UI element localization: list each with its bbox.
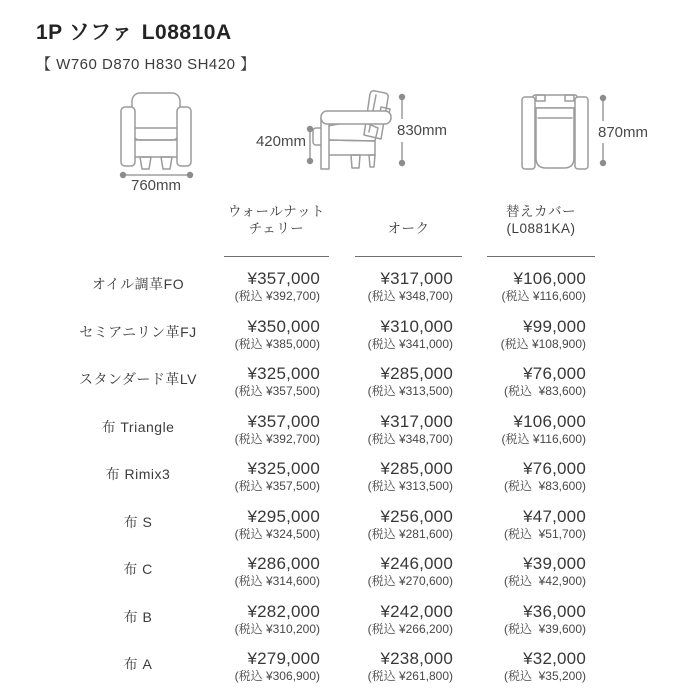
title-block	[36, 16, 256, 74]
price-value: ¥106,000	[513, 269, 586, 288]
tax-included-price: (税込 ¥385,000)	[234, 336, 320, 351]
price-value: ¥285,000	[380, 459, 453, 478]
price-cell	[487, 591, 595, 639]
price-cell	[224, 591, 329, 639]
price-value: ¥325,000	[247, 364, 320, 383]
tax-included-price: (税込 ¥310,200)	[234, 621, 320, 636]
tax-included-price: (税込 ¥314,600)	[234, 574, 320, 588]
tax-included-price: (税込 ¥261,800)	[367, 669, 453, 683]
price-value: ¥325,000	[247, 459, 320, 478]
sofa-front-view-drawing	[121, 93, 191, 169]
price-cell	[487, 543, 595, 591]
row-label: 布 Triangle	[101, 418, 175, 435]
row-label: セミアニリン革FJ	[79, 323, 197, 340]
column-header-line: ウォールナット	[228, 204, 325, 219]
price-value: ¥36,000	[523, 601, 586, 621]
price-value: ¥242,000	[380, 601, 453, 621]
price-value: ¥279,000	[247, 649, 320, 668]
tax-included-price: (税込 ¥270,600)	[367, 574, 453, 588]
seat-height-dimension-arrow	[307, 126, 313, 164]
price-value: ¥32,000	[523, 649, 586, 668]
table-row	[0, 258, 700, 306]
header-spacer	[52, 203, 224, 257]
row-label: 布 A	[123, 656, 153, 673]
tax-included-price: (税込 ¥348,700)	[367, 289, 453, 303]
dimension-diagrams	[0, 85, 700, 217]
height-dimension-label: 830mm	[397, 122, 448, 139]
tax-included-price: (税込 ¥357,500)	[234, 479, 320, 493]
price-cell	[224, 448, 329, 496]
row-label: オイル調革FO	[91, 276, 185, 293]
price-cell	[224, 306, 329, 354]
price-cell	[355, 496, 462, 544]
price-cell	[487, 258, 595, 306]
price-value: ¥47,000	[523, 506, 586, 526]
tax-included-price: (税込 ¥357,500)	[234, 384, 320, 398]
product-type-label: 1P ソファ	[36, 21, 133, 44]
price-value: ¥106,000	[513, 411, 586, 431]
price-value: ¥317,000	[380, 269, 453, 288]
tax-included-price: (税込 ¥42,900)	[503, 574, 586, 588]
column-header-line: チェリー	[248, 220, 305, 236]
price-cell	[224, 401, 329, 449]
sofa-line-drawings	[0, 85, 700, 217]
table-row	[0, 401, 700, 449]
row-label: 布 B	[123, 608, 153, 625]
price-cell	[487, 638, 595, 686]
table-row	[0, 353, 700, 401]
price-value: ¥285,000	[380, 364, 453, 383]
price-value: ¥76,000	[523, 459, 586, 478]
tax-included-price: (税込 ¥281,600)	[367, 526, 453, 541]
price-cell	[224, 258, 329, 306]
price-value: ¥39,000	[523, 554, 586, 573]
column-header-line: オーク	[387, 220, 430, 236]
size-spec: 【 W760 D870 H830 SH420 】	[36, 56, 256, 73]
price-cell	[224, 353, 329, 401]
row-label: スタンダード革LV	[78, 371, 198, 388]
tax-included-price: (税込 ¥341,000)	[367, 336, 453, 351]
tax-included-price: (税込 ¥83,600)	[503, 479, 586, 493]
depth-dimension-label: 870mm	[598, 124, 649, 141]
price-table-header	[0, 203, 700, 257]
price-value: ¥357,000	[247, 411, 320, 431]
row-label: 布 S	[123, 513, 153, 530]
tax-included-price: (税込 ¥392,700)	[234, 431, 320, 446]
price-cell	[224, 543, 329, 591]
price-cell	[355, 401, 462, 449]
price-cell	[487, 448, 595, 496]
price-value: ¥286,000	[247, 554, 320, 573]
price-value: ¥76,000	[523, 364, 586, 383]
price-cell	[224, 496, 329, 544]
column-header-replacement-cover	[487, 203, 595, 257]
tax-included-price: (税込 ¥83,600)	[503, 384, 586, 398]
price-value: ¥99,000	[523, 316, 586, 336]
price-cell	[224, 638, 329, 686]
tax-included-price: (税込 ¥348,700)	[367, 431, 453, 446]
price-table-body	[0, 258, 700, 686]
price-table	[0, 203, 700, 686]
table-row	[0, 306, 700, 354]
tax-included-price: (税込 ¥313,500)	[367, 479, 453, 493]
tax-included-price: (税込 ¥116,600)	[501, 289, 586, 303]
table-row	[0, 448, 700, 496]
tax-included-price: (税込 ¥306,900)	[234, 669, 320, 683]
price-value: ¥256,000	[380, 506, 453, 526]
page-title	[36, 16, 256, 46]
price-cell	[487, 353, 595, 401]
price-cell	[487, 401, 595, 449]
price-cell	[487, 496, 595, 544]
table-row	[0, 591, 700, 639]
row-label: 布 Rimix3	[105, 466, 171, 483]
price-cell	[355, 543, 462, 591]
sofa-top-view-drawing	[522, 95, 588, 169]
price-value: ¥238,000	[380, 649, 453, 668]
tax-included-price: (税込 ¥266,200)	[367, 621, 453, 636]
price-value: ¥357,000	[247, 269, 320, 288]
price-cell	[355, 638, 462, 686]
column-header-line: (L0881KA)	[506, 220, 576, 236]
product-model: L08810A	[141, 21, 232, 44]
tax-included-price: (税込 ¥116,600)	[501, 431, 586, 446]
sofa-side-view-drawing	[313, 91, 391, 169]
tax-included-price: (税込 ¥392,700)	[234, 289, 320, 303]
price-cell	[355, 448, 462, 496]
price-value: ¥246,000	[380, 554, 453, 573]
price-cell	[355, 258, 462, 306]
price-value: ¥350,000	[247, 316, 320, 336]
row-label: 布 C	[123, 561, 153, 578]
price-cell	[355, 353, 462, 401]
price-cell	[355, 306, 462, 354]
price-value: ¥295,000	[247, 506, 320, 526]
table-row	[0, 543, 700, 591]
table-row	[0, 638, 700, 686]
tax-included-price: (税込 ¥35,200)	[503, 669, 586, 683]
price-value: ¥282,000	[247, 601, 320, 621]
price-cell	[487, 306, 595, 354]
column-header-oak	[355, 203, 462, 257]
column-header-line: 替えカバー	[506, 204, 576, 219]
column-header-walnut-cherry	[224, 203, 329, 257]
price-value: ¥310,000	[380, 316, 453, 336]
tax-included-price: (税込 ¥51,700)	[503, 526, 586, 541]
table-row	[0, 496, 700, 544]
tax-included-price: (税込 ¥39,600)	[503, 621, 586, 636]
price-cell	[355, 591, 462, 639]
width-dimension-label: 760mm	[130, 177, 182, 194]
tax-included-price: (税込 ¥313,500)	[367, 384, 453, 398]
tax-included-price: (税込 ¥108,900)	[500, 336, 586, 351]
tax-included-price: (税込 ¥324,500)	[234, 526, 320, 541]
price-value: ¥317,000	[380, 411, 453, 431]
seat-height-dimension-label: 420mm	[255, 133, 306, 150]
